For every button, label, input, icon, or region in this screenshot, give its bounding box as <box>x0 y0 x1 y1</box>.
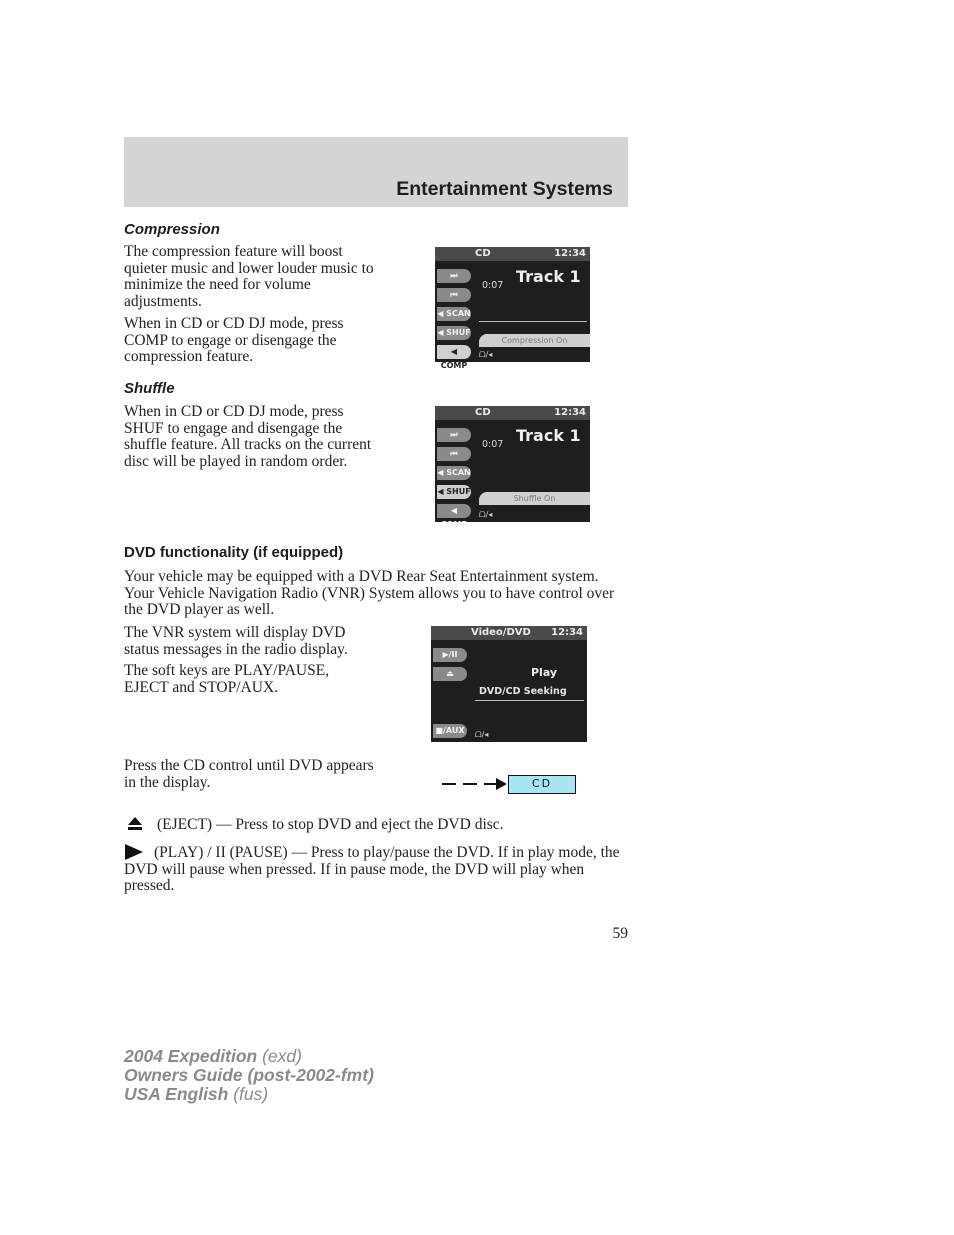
softkey-stop-aux[interactable]: ■/AUX <box>433 724 467 738</box>
display-status: Compression On <box>479 334 590 347</box>
play-description: (PLAY) / II (PAUSE) — Press to play/pause the DVD. If in play mode, the DVD will pause when pressed. If in pause mode, the DVD will play when pressed. <box>124 844 620 894</box>
dvd-paragraph-2: The soft keys are PLAY/PAUSE, EJECT and STOP/AUX. <box>124 662 330 696</box>
display-source: CD <box>475 248 491 259</box>
display-mini-indicator: ᗝ/◂ <box>475 730 489 739</box>
display-clock: 12:34 <box>554 248 586 259</box>
page-number: 59 <box>612 925 628 942</box>
display-status: Shuffle On <box>479 492 590 505</box>
softkey-next-track[interactable]: ⏭ <box>437 428 471 442</box>
display-track: Track 1 <box>516 267 581 286</box>
display-underline <box>479 321 587 322</box>
compression-paragraph-2: When in CD or CD DJ mode, press COMP to engage or disengage the compression feature. <box>124 315 344 365</box>
display-mini-indicator: ᗝ/◂ <box>479 350 493 359</box>
softkey-shuf[interactable]: ◀ SHUF <box>437 326 471 340</box>
footer-line-2: Owners Guide (post-2002-fmt) <box>124 1065 374 1085</box>
press-cd-instruction: Press the CD control until DVD appears in the display. <box>124 757 374 791</box>
softkey-prev-track[interactable]: ⏮ <box>437 447 471 461</box>
shuffle-heading: Shuffle <box>124 380 175 397</box>
softkey-prev-track[interactable]: ⏮ <box>437 288 471 302</box>
footer-line-3: USA English (fus) <box>124 1084 269 1104</box>
shuffle-paragraph: When in CD or CD DJ mode, press SHUF to engage and disengage the shuffle feature. All tracks on the current disc will be played in random order. <box>124 403 372 470</box>
dvd-display <box>431 626 587 742</box>
display-elapsed-time: 0:07 <box>482 280 504 291</box>
dashed-arrow-icon <box>440 776 508 792</box>
shuffle-display <box>435 406 590 529</box>
eject-icon <box>127 816 143 831</box>
compression-heading: Compression <box>124 221 220 238</box>
display-clock: 12:34 <box>551 627 583 638</box>
display-source: Video/DVD <box>471 627 531 638</box>
cd-button-label: CD <box>531 777 553 790</box>
compression-paragraph-1: The compression feature will boost quieter music and lower louder music to minimize the need for volume adjustments. <box>124 243 374 310</box>
compression-display <box>435 247 590 370</box>
softkey-comp[interactable]: ◀ COMP <box>437 345 471 359</box>
display-play-text: Play <box>531 666 558 679</box>
display-clock: 12:34 <box>554 407 586 418</box>
softkey-comp[interactable]: ◀ COMP <box>437 504 471 518</box>
display-elapsed-time: 0:07 <box>482 439 504 450</box>
footer <box>124 1047 374 1104</box>
softkey-play-pause[interactable]: ▶/II <box>433 648 467 662</box>
softkey-scan[interactable]: ◀ SCAN <box>437 466 471 480</box>
softkey-eject[interactable]: ⏏ <box>433 667 467 681</box>
eject-description: (EJECT) — Press to stop DVD and eject the DVD disc. <box>157 816 504 833</box>
display-track: Track 1 <box>516 426 581 445</box>
display-mini-indicator: ᗝ/◂ <box>479 510 493 519</box>
softkey-scan[interactable]: ◀ SCAN <box>437 307 471 321</box>
display-seeking-text: DVD/CD Seeking <box>479 686 567 697</box>
dvd-heading: DVD functionality (if equipped) <box>124 544 344 561</box>
section-title: Entertainment Systems <box>396 178 613 200</box>
dvd-paragraph-1: The VNR system will display DVD status messages in the radio display. <box>124 624 348 658</box>
dvd-intro: Your vehicle may be equipped with a DVD Rear Seat Entertainment system. Your Vehicle Navigation Radio (VNR) System allows you to have control over the DVD player as well. <box>124 568 615 618</box>
footer-line-1: 2004 Expedition (exd) <box>124 1046 302 1066</box>
display-underline <box>475 700 584 701</box>
softkey-next-track[interactable]: ⏭ <box>437 269 471 283</box>
softkey-shuf[interactable]: ◀ SHUF <box>437 485 471 499</box>
display-source: CD <box>475 407 491 418</box>
